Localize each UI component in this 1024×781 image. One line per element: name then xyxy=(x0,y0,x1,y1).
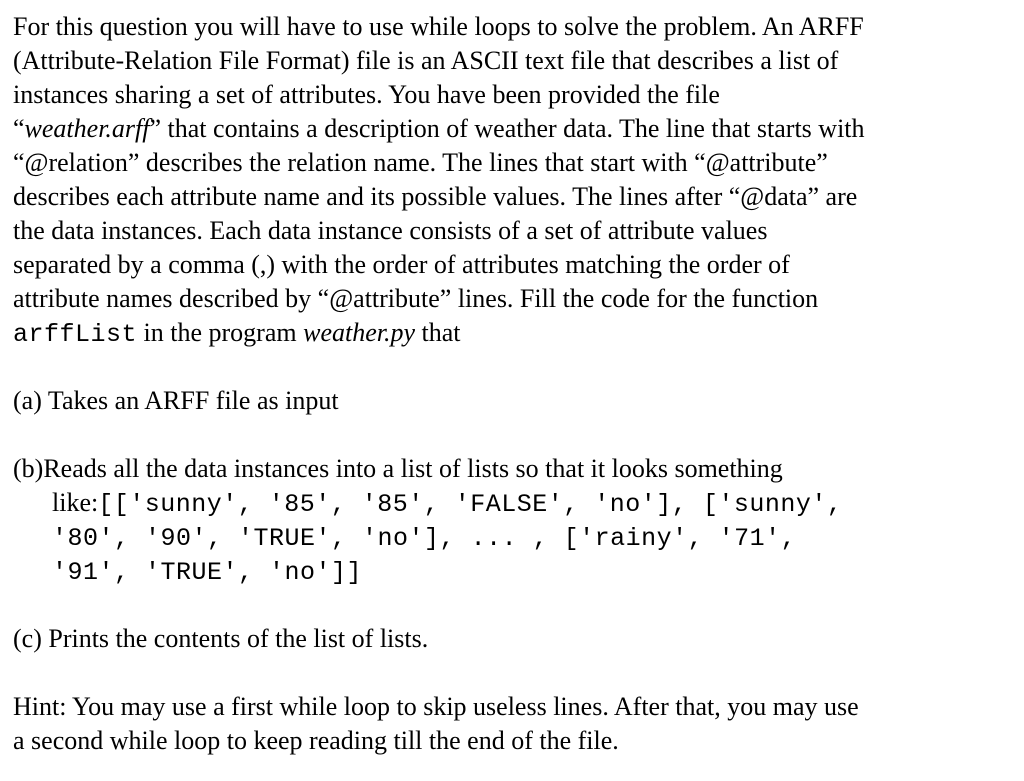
intro-line-10 xyxy=(13,316,1003,350)
code-example-line-3: '91', 'TRUE', 'no']] xyxy=(52,558,363,587)
part-b xyxy=(13,452,1003,588)
intro-line-4-rest: ” that contains a description of weather data. The line that starts with xyxy=(149,114,865,143)
part-b-line-1: (b)Reads all the data instances into a list of lists so that it looks something xyxy=(13,454,783,483)
open-quote: “ xyxy=(13,114,25,143)
intro-line-10-end: that xyxy=(415,318,461,347)
part-c: (c) Prints the contents of the list of lists. xyxy=(13,624,429,653)
part-b-line-4 xyxy=(13,554,1003,588)
hint-paragraph xyxy=(13,690,1003,758)
intro-line-8: separated by a comma (,) with the order of attributes matching the order of xyxy=(13,250,790,279)
arff-filename: weather.arff xyxy=(24,114,150,143)
code-example-line-2: '80', '90', 'TRUE', 'no'], ... , ['rainy', '71', xyxy=(52,524,797,553)
code-example-line-1: [['sunny', '85', '85', 'FALSE', 'no'], ['sunny', xyxy=(98,490,843,519)
part-b-line-2 xyxy=(13,486,1003,520)
part-b-line-3 xyxy=(13,520,1003,554)
part-a: (a) Takes an ARFF file as input xyxy=(13,386,339,415)
intro-line-5: “@relation” describes the relation name. The lines that start with “@attribute” xyxy=(13,148,828,177)
function-name-code: arffList xyxy=(13,320,138,349)
intro-line-7: the data instances. Each data instance consists of a set of attribute values xyxy=(13,216,768,245)
program-filename: weather.py xyxy=(303,318,416,347)
hint-line-1: Hint: You may use a first while loop to skip useless lines. After that, you may use xyxy=(13,692,859,721)
intro-line-1: For this question you will have to use while loops to solve the problem. An ARFF xyxy=(13,12,864,41)
question-document xyxy=(13,10,1003,758)
hint-line-2: a second while loop to keep reading till the end of the file. xyxy=(13,726,619,755)
intro-paragraph xyxy=(13,10,1003,350)
intro-line-10-mid: in the program xyxy=(137,318,304,347)
intro-line-4 xyxy=(13,112,1003,146)
part-b-like-label: like: xyxy=(52,488,99,517)
intro-line-3: instances sharing a set of attributes. You have been provided the file xyxy=(13,80,720,109)
intro-line-6: describes each attribute name and its possible values. The lines after “@data” are xyxy=(13,182,858,211)
intro-line-2: (Attribute-Relation File Format) file is an ASCII text file that describes a list of xyxy=(13,46,839,75)
intro-line-9: attribute names described by “@attribute” lines. Fill the code for the function xyxy=(13,284,819,313)
